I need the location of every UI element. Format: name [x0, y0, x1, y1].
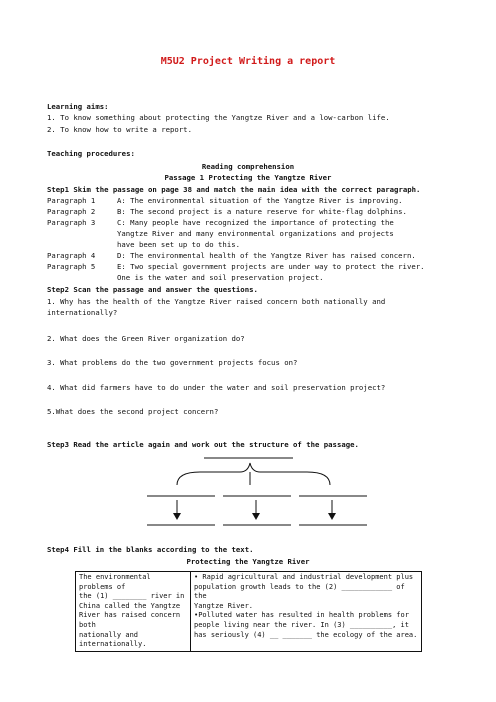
paragraph-label: Paragraph 4 — [47, 251, 96, 260]
detail-cell — [191, 572, 422, 652]
paragraph-label: Paragraph 1 — [47, 196, 96, 205]
reading-heading: Reading comprehension — [201, 162, 295, 171]
cell-line: Yangtze River. — [194, 601, 254, 610]
step2-heading: Step2 Scan the passage and answer the questions. — [47, 285, 258, 294]
main-idea-text: E: Two special government projects are under way to protect the river. — [117, 262, 425, 271]
question-1: 1. Why has the health of the Yangtze River raised concern both nationally and — [47, 297, 386, 306]
paragraph-label: Paragraph 3 — [47, 218, 96, 227]
aim-item: 2. To know how to write a report. — [47, 125, 192, 134]
arrow-head — [328, 513, 336, 520]
step1-heading: Step1 Skim the passage on page 38 and match the main idea with the correct paragraph. — [47, 185, 421, 194]
brace-icon — [177, 463, 330, 485]
main-idea-text: Yangtze River and many environmental organizations and projects — [117, 229, 394, 238]
passage-heading: Passage 1 Protecting the Yangtze River — [164, 173, 332, 182]
cell-line: China called the Yangtze — [79, 601, 181, 610]
step3-heading: Step3 Read the article again and work out the structure of the passage. — [47, 440, 359, 449]
paragraph-label: Paragraph 2 — [47, 207, 96, 216]
fill-in-table — [75, 571, 422, 652]
question-3: 3. What problems do the two government projects focus on? — [47, 358, 298, 367]
question-2: 2. What does the Green River organization do? — [47, 334, 245, 343]
step4-heading: Step4 Fill in the blanks according to the text. — [47, 545, 254, 554]
page-title: M5U2 Project Writing a report — [160, 56, 336, 67]
question-1-cont: internationally? — [47, 308, 118, 317]
question-4: 4. What did farmers have to do under the water and soil preservation project? — [47, 383, 386, 392]
problem-cell — [76, 572, 191, 652]
main-idea-text: D: The environmental health of the Yangtze River has raised concern. — [117, 251, 416, 260]
cell-line: The environmental problems of — [79, 573, 151, 591]
main-idea-text: C: Many people have recognized the importance of protecting the — [117, 218, 394, 227]
paragraph-label: Paragraph 5 — [47, 262, 96, 271]
main-idea-text: One is the water and soil preservation project. — [117, 273, 324, 282]
main-idea-text: B: The second project is a nature reserve for white-flag dolphins. — [117, 207, 407, 216]
main-idea-text: have been set up to do this. — [117, 240, 241, 249]
cell-line: the (1) ________ river in — [79, 592, 185, 601]
cell-line: nationally and — [79, 630, 139, 639]
aim-item: 1. To know something about protecting the Yangtze River and a low-carbon life. — [47, 113, 390, 122]
cell-line: population growth leads to the (2) ____________ of the — [194, 582, 405, 601]
structure-diagram — [0, 450, 496, 530]
cell-line: • Rapid agricultural and industrial development plus — [194, 573, 414, 581]
cell-line: has seriously (4) __ _______ the ecology of the area. — [194, 630, 418, 639]
aims-heading: Learning aims: — [47, 102, 109, 111]
arrow-head — [173, 513, 181, 520]
question-5: 5.What does the second project concern? — [47, 407, 219, 416]
procedures-heading: Teaching procedures: — [47, 149, 135, 158]
table-title: Protecting the Yangtze River — [186, 557, 310, 566]
arrow-head — [252, 513, 260, 520]
cell-line: internationally. — [79, 640, 147, 649]
main-idea-text: A: The environmental situation of the Yangtze River is improving. — [117, 196, 403, 205]
cell-line: •Polluted water has resulted in health problems for — [194, 611, 409, 620]
cell-line: River has raised concern both — [79, 611, 181, 629]
cell-line: people living near the river. In (3) __________, it — [194, 620, 409, 629]
